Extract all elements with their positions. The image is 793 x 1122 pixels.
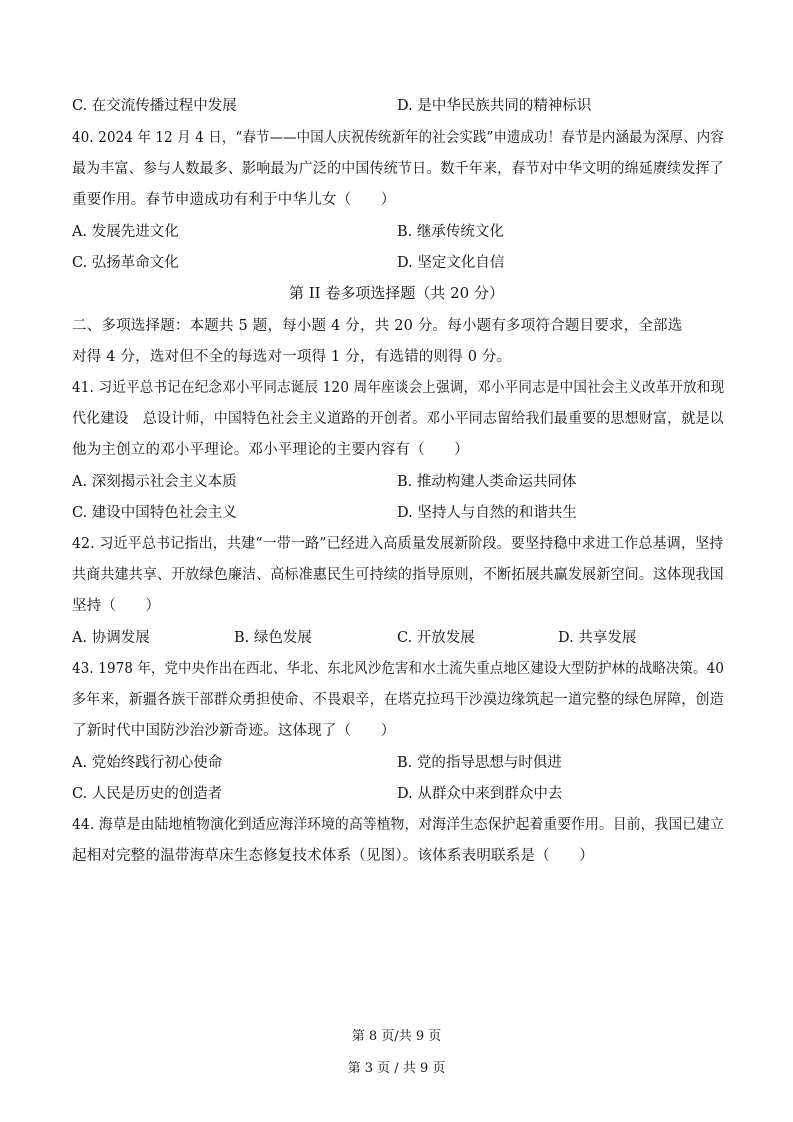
q44-stem-line-1: 44. 海草是由陆地植物演化到适应海洋环境的高等植物，对海洋生态保护起着重要作用。目前，我国已建立 (72, 817, 725, 833)
q41-option-a: A. 深刻揭示社会主义本质 (72, 474, 237, 490)
q42-stem-line-3: 坚持（ ） (72, 598, 161, 614)
q42-stem-line-1: 42. 习近平总书记指出，共建“一带一路”已经进入高质量发展新阶段。要坚持稳中求进工作总基调，坚持 (72, 536, 724, 552)
q43-stem-line-2: 多年来，新疆各族干部群众勇担使命、不畏艰辛，在塔克拉玛干沙漠边缘筑起一道完整的绿色屏障，创造 (72, 692, 724, 708)
q42-option-c: C. 开放发展 (397, 630, 475, 646)
q41-stem-line-2: 代化建设 总设计师，中国特色社会主义道路的开创者。邓小平同志留给我们最重要的思想财富，就是以 (72, 411, 724, 427)
q43-stem-line-3: 了新时代中国防沙治沙新奇迹。这体现了（ ） (72, 723, 396, 739)
q43-option-d: D. 从群众中来到群众中去 (397, 786, 563, 802)
q40-option-d: D. 坚定文化自信 (397, 255, 505, 271)
q41-stem-line-1: 41. 习近平总书记在纪念邓小平同志诞辰 120 周年座谈会上强调，邓小平同志是中国社会主义改革开放和现 (72, 380, 725, 396)
q42-option-b: B. 绿色发展 (234, 630, 312, 646)
q40-option-a: A. 发展先进文化 (72, 224, 179, 240)
footer-inner-page-number: 第 8 页/共 9 页 (351, 1029, 442, 1044)
q41-option-c: C. 建设中国特色社会主义 (72, 505, 237, 521)
q39-option-d: D. 是中华民族共同的精神标识 (397, 98, 592, 114)
q40-option-b: B. 继承传统文化 (397, 224, 504, 240)
q41-option-d: D. 坚持人与自然的和谐共生 (397, 505, 577, 521)
q43-option-c: C. 人民是历史的创造者 (72, 786, 223, 802)
q40-stem-line-1: 40. 2024 年 12 月 4 日，“春节——中国人庆祝传统新年的社会实践”申遗成功！春节是内涵最为深厚、内容 (72, 130, 724, 146)
q40-option-c: C. 弘扬革命文化 (72, 255, 179, 271)
q41-stem-line-3: 他为主创立的邓小平理论。邓小平理论的主要内容有（ ） (72, 442, 469, 458)
q44-stem-line-2: 起相对完整的温带海草床生态修复技术体系（见图）。该体系表明联系是（ ） (72, 848, 594, 864)
section-title: 第 II 卷多项选择题（共 20 分） (288, 284, 504, 302)
footer-outer-page-number: 第 3 页 / 共 9 页 (347, 1061, 446, 1076)
q43-stem-line-1: 43. 1978 年，党中央作出在西北、华北、东北风沙危害和水土流失重点地区建设大型防护林的战略决策。40 (72, 661, 725, 677)
section-instructions-line-1: 二、多项选择题：本题共 5 题，每小题 4 分，共 20 分。每小题有多项符合题目要求，全部选 (72, 318, 683, 334)
q43-option-a: A. 党始终践行初心使命 (72, 755, 223, 771)
q42-option-a: A. 协调发展 (72, 630, 150, 646)
q40-stem-line-3: 重要作用。春节申遗成功有利于中华儿女（ ） (72, 192, 396, 208)
q40-stem-line-2: 最为丰富、参与人数最多、影响最为广泛的中国传统节日。数千年来，春节对中华文明的绵延赓续发挥了 (72, 161, 724, 177)
q39-option-c: C. 在交流传播过程中发展 (72, 98, 237, 114)
q42-stem-line-2: 共商共建共享、开放绿色廉洁、高标准惠民生可持续的指导原则，不断拓展共赢发展新空间。这体现我国 (72, 567, 724, 583)
section-instructions-line-2: 对得 4 分，选对但不全的每选对一项得 1 分，有选错的则得 0 分。 (72, 349, 512, 365)
q43-option-b: B. 党的指导思想与时俱进 (397, 755, 562, 771)
q41-option-b: B. 推动构建人类命运共同体 (397, 474, 577, 490)
q42-option-d: D. 共享发展 (558, 630, 637, 646)
